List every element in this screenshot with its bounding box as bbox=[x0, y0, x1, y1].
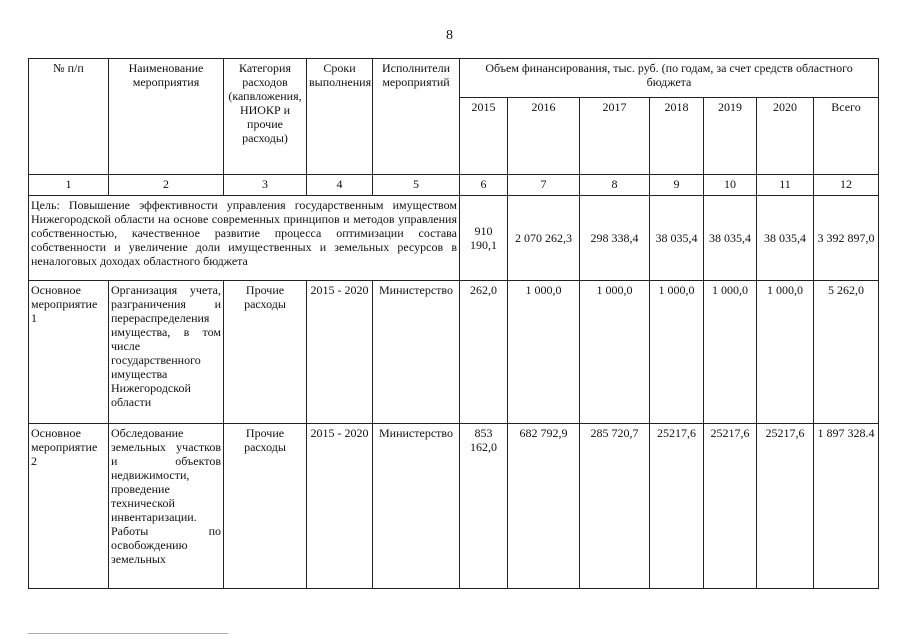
year-cell: 2020 bbox=[757, 98, 814, 175]
row-value: 1 000,0 bbox=[704, 281, 757, 424]
table-row bbox=[29, 281, 879, 424]
year-cell: 2015 bbox=[460, 98, 508, 175]
column-number: 11 bbox=[757, 175, 814, 196]
column-number: 1 bbox=[29, 175, 109, 196]
row-value: 853 162,0 bbox=[460, 424, 508, 589]
row-terms: 2015 - 2020 bbox=[307, 281, 373, 424]
row-value: 1 000,0 bbox=[508, 281, 580, 424]
scan-edge-line bbox=[28, 633, 228, 634]
goal-text: Цель: Повышение эффективности управления государственным имуществом Нижегородской области на основе современных принципов и методов управления собственностью, качественное развитие процесса оптимизации состава собственности и увеличение доли имущественных и земельных ресурсов в неналоговых доходах областного бюджета bbox=[29, 196, 460, 281]
column-number: 5 bbox=[373, 175, 460, 196]
funding-table bbox=[28, 58, 879, 589]
row-value: 25217,6 bbox=[704, 424, 757, 589]
goal-value: 910 190,1 bbox=[460, 196, 508, 281]
table-row bbox=[29, 424, 879, 589]
row-value: 25217,6 bbox=[757, 424, 814, 589]
header-funding: Объем финансирования, тыс. руб. (по годам, за счет средств областного бюджета bbox=[460, 59, 879, 98]
year-cell: 2017 bbox=[580, 98, 650, 175]
header-name: Наименование мероприятия bbox=[109, 59, 224, 175]
header-category: Категория расходов (капвложения, НИОКР и прочие расходы) bbox=[224, 59, 307, 175]
row-name: Обследование земельных участков и объектов недвижимости, проведение технической инвентаризации. Работы по освобождению земельных bbox=[109, 424, 224, 589]
year-cell: 2016 bbox=[508, 98, 580, 175]
column-number: 7 bbox=[508, 175, 580, 196]
row-num: Основное мероприятие 2 bbox=[29, 424, 109, 589]
row-value: 1 000,0 bbox=[580, 281, 650, 424]
header-num: № п/п bbox=[29, 59, 109, 175]
column-number: 9 bbox=[650, 175, 704, 196]
column-number: 8 bbox=[580, 175, 650, 196]
row-value: 25217,6 bbox=[650, 424, 704, 589]
header-executors: Исполнители мероприятий bbox=[373, 59, 460, 175]
row-category: Прочие расходы bbox=[224, 424, 307, 589]
column-number: 6 bbox=[460, 175, 508, 196]
row-total: 1 897 328.4 bbox=[814, 424, 879, 589]
row-value: 682 792,9 bbox=[508, 424, 580, 589]
row-num: Основное мероприятие 1 bbox=[29, 281, 109, 424]
column-number: 12 bbox=[814, 175, 879, 196]
header-terms: Сроки выполнения bbox=[307, 59, 373, 175]
column-number: 2 bbox=[109, 175, 224, 196]
row-total: 5 262,0 bbox=[814, 281, 879, 424]
goal-value: 38 035,4 bbox=[757, 196, 814, 281]
row-executor: Министерство bbox=[373, 281, 460, 424]
goal-value: 38 035,4 bbox=[650, 196, 704, 281]
header-row bbox=[29, 59, 879, 98]
goal-value: 2 070 262,3 bbox=[508, 196, 580, 281]
page-number: 8 bbox=[446, 28, 453, 43]
year-cell: 2019 bbox=[704, 98, 757, 175]
row-executor: Министерство bbox=[373, 424, 460, 589]
row-value: 1 000,0 bbox=[757, 281, 814, 424]
year-cell: 2018 bbox=[650, 98, 704, 175]
row-value: 262,0 bbox=[460, 281, 508, 424]
row-value: 1 000,0 bbox=[650, 281, 704, 424]
goal-row bbox=[29, 196, 879, 281]
column-number: 10 bbox=[704, 175, 757, 196]
total-header: Всего bbox=[814, 98, 879, 175]
row-category: Прочие расходы bbox=[224, 281, 307, 424]
row-terms: 2015 - 2020 bbox=[307, 424, 373, 589]
row-value: 285 720,7 bbox=[580, 424, 650, 589]
goal-value: 38 035,4 bbox=[704, 196, 757, 281]
column-number: 3 bbox=[224, 175, 307, 196]
row-name: Организация учета, разграничения и перераспределения имущества, в том числе государственного имущества Нижегородской области bbox=[109, 281, 224, 424]
column-numbers-row bbox=[29, 175, 879, 196]
goal-total: 3 392 897,0 bbox=[814, 196, 879, 281]
column-number: 4 bbox=[307, 175, 373, 196]
goal-value: 298 338,4 bbox=[580, 196, 650, 281]
